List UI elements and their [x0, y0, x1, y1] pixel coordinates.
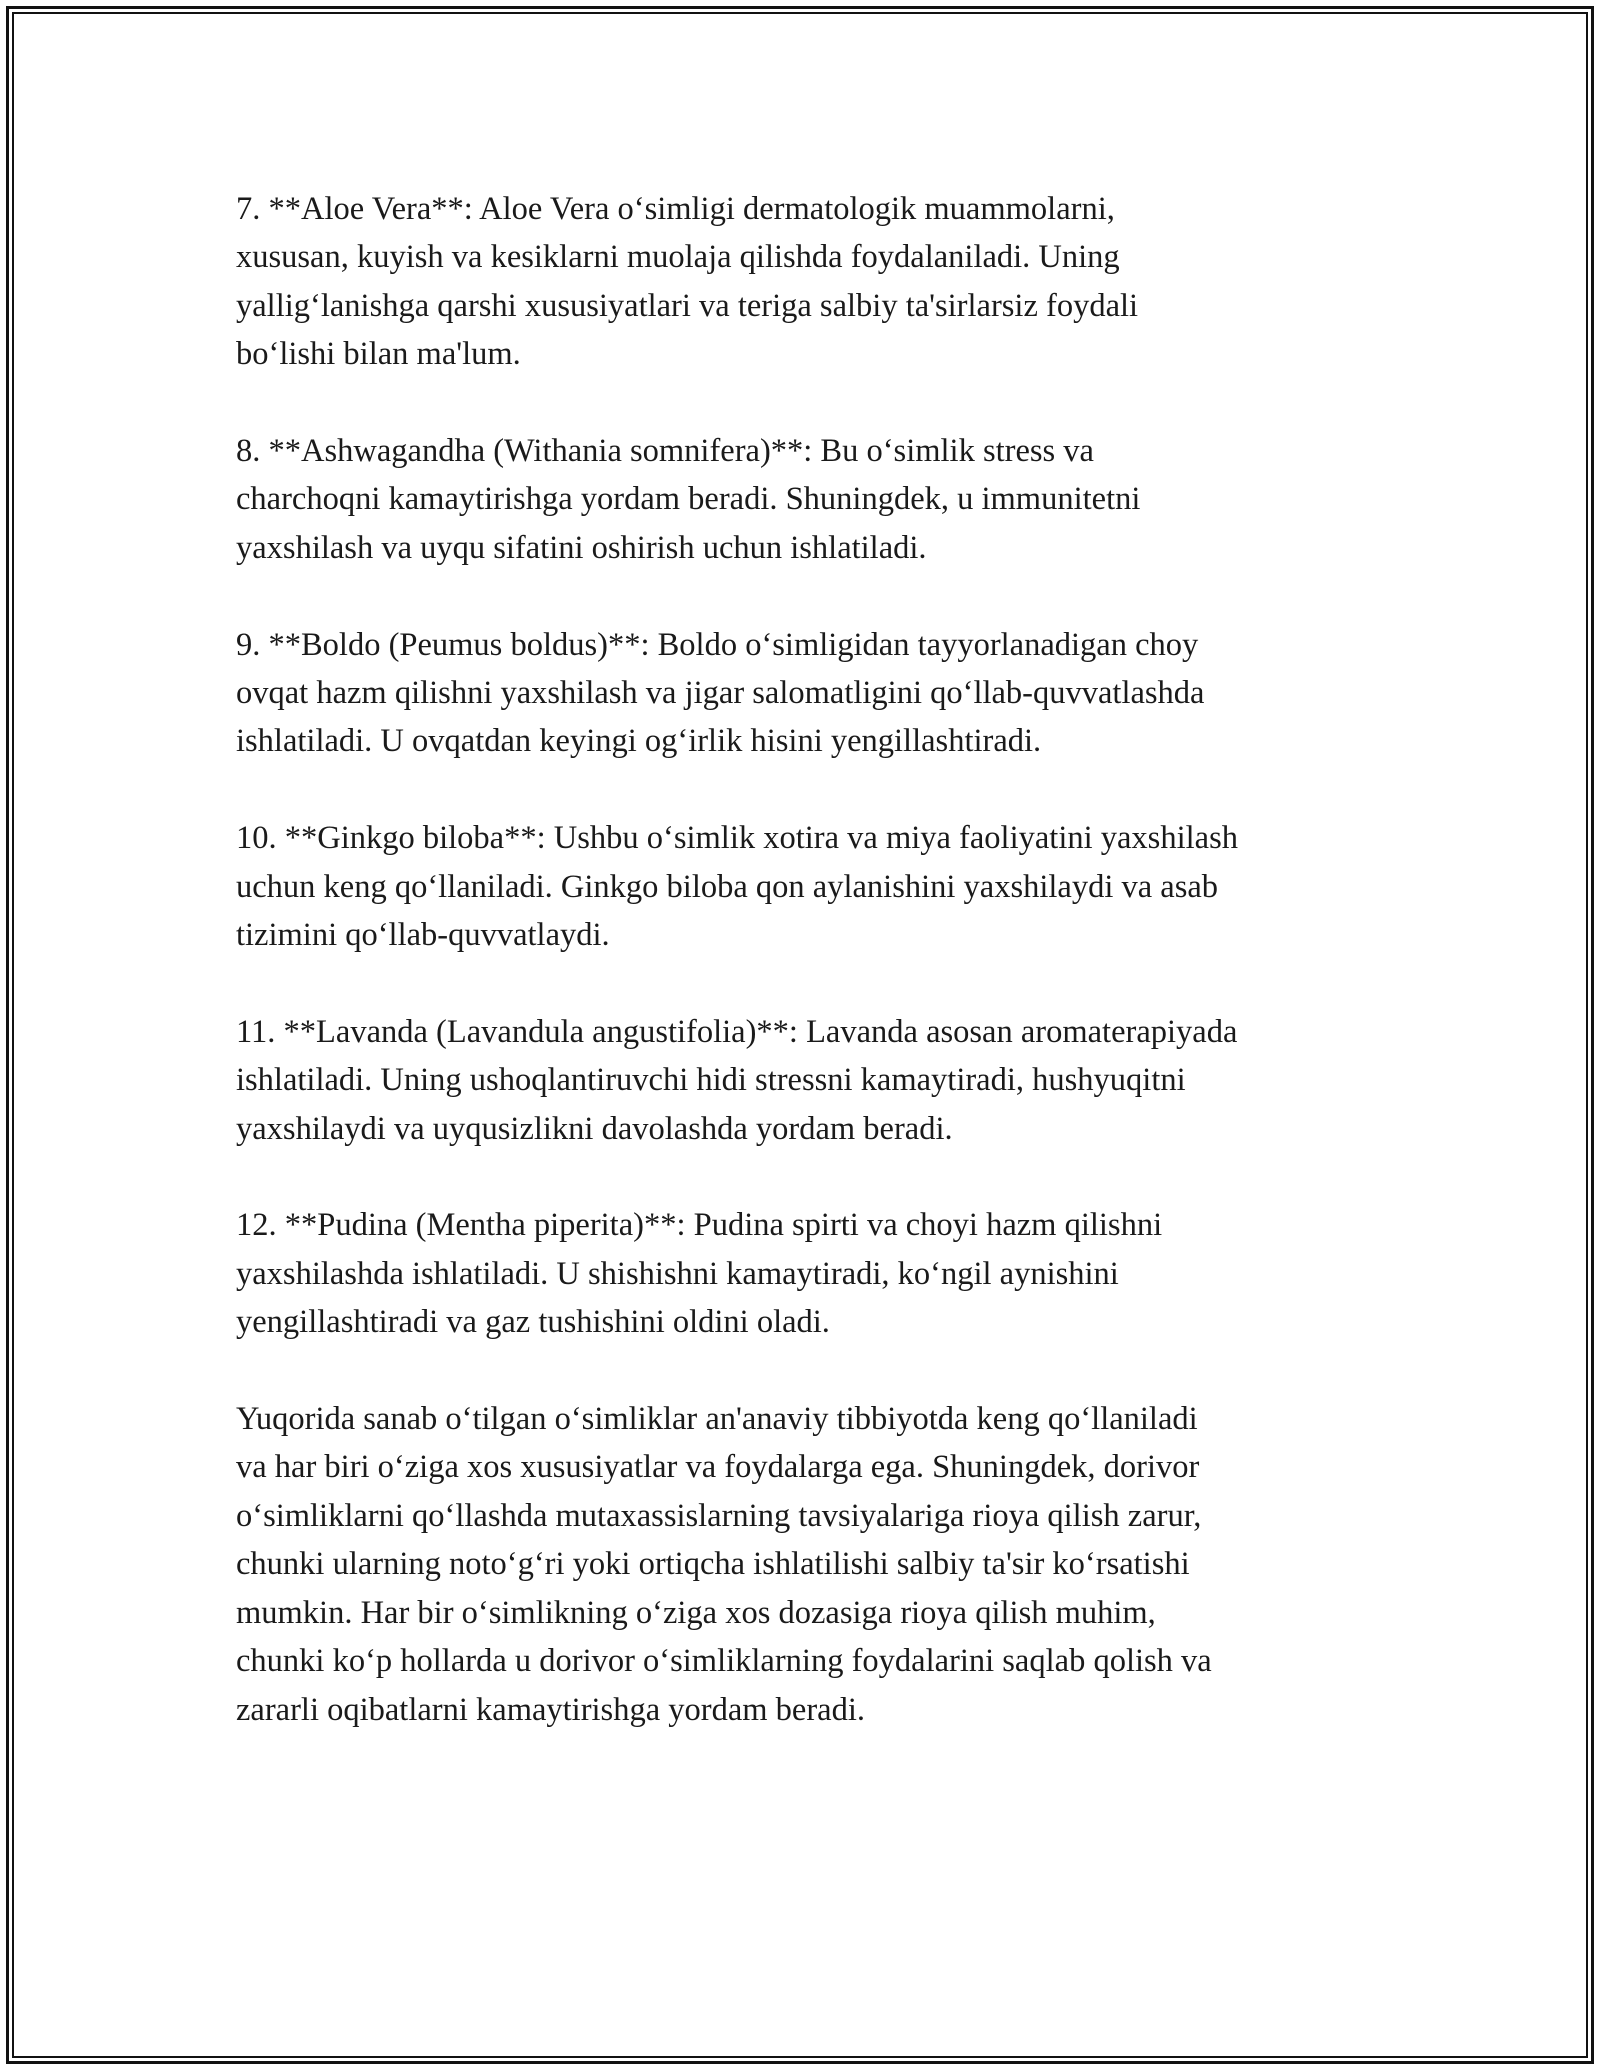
text-line: ovqat hazm qilishni yaxshilash va jigar salomatligini qo‘llab-quvvatlashda — [236, 675, 1205, 712]
text-line: 11. **Lavanda (Lavandula angustifolia)**: Lavanda asosan aromaterapiyada — [236, 1013, 1238, 1050]
text-line: 9. **Boldo (Peumus boldus)**: Boldo o‘simligidan tayyorlanadigan choy — [236, 626, 1199, 663]
text-line: 10. **Ginkgo biloba**: Ushbu o‘simlik xotira va miya faoliyatini yaxshilash — [236, 820, 1238, 857]
text-line: xususan, kuyish va kesiklarni muolaja qilishda foydalaniladi. Uning — [236, 239, 1120, 276]
text-line: 8. **Ashwagandha (Withania somnifera)**: Bu o‘simlik stress va — [236, 433, 1094, 470]
text-line: yaxshilash va uyqu sifatini oshirish uchun ishlatiladi. — [236, 529, 927, 566]
text-line: charchoqni kamaytirishga yordam beradi. Shuningdek, u immunitetni — [236, 481, 1141, 518]
text-line: chunki ularning noto‘g‘ri yoki ortiqcha ishlatilishi salbiy ta'sir ko‘rsatishi — [236, 1546, 1190, 1583]
paragraph-aloe-vera — [236, 185, 1386, 379]
document-body — [236, 185, 1386, 1782]
text-line: ishlatiladi. U ovqatdan keyingi og‘irlik hisini yengillashtiradi. — [236, 723, 1042, 760]
paragraph-lavanda — [236, 1008, 1386, 1153]
text-line: va har biri o‘ziga xos xususiyatlar va foydalarga ega. Shuningdek, dorivor — [236, 1449, 1200, 1486]
paragraph-ashwagandha — [236, 427, 1386, 572]
text-line: yengillashtiradi va gaz tushishini oldini oladi. — [236, 1304, 830, 1341]
text-line: bo‘lishi bilan ma'lum. — [236, 336, 521, 373]
text-line: yaxshilaydi va uyqusizlikni davolashda yordam beradi. — [236, 1110, 953, 1147]
text-line: tizimini qo‘llab-quvvatlaydi. — [236, 917, 610, 954]
paragraph-pudina — [236, 1201, 1386, 1346]
text-line: uchun keng qo‘llaniladi. Ginkgo biloba qon aylanishini yaxshilaydi va asab — [236, 868, 1219, 905]
text-line: ishlatiladi. Uning ushoqlantiruvchi hidi stressni kamaytiradi, hushyuqitni — [236, 1062, 1186, 1099]
paragraph-conclusion — [236, 1395, 1386, 1734]
text-line: mumkin. Har bir o‘simlikning o‘ziga xos dozasiga rioya qilish muhim, — [236, 1594, 1156, 1631]
text-line: zararli oqibatlarni kamaytirishga yordam beradi. — [236, 1691, 865, 1728]
text-line: yaxshilashda ishlatiladi. U shishishni kamaytiradi, ko‘ngil aynishini — [236, 1255, 1119, 1292]
text-line: o‘simliklarni qo‘llashda mutaxassislarning tavsiyalariga rioya qilish zarur, — [236, 1497, 1202, 1534]
text-line: chunki ko‘p hollarda u dorivor o‘simliklarning foydalarini saqlab qolish va — [236, 1643, 1212, 1680]
text-line: 12. **Pudina (Mentha piperita)**: Pudina spirti va choyi hazm qilishni — [236, 1207, 1163, 1244]
text-line: 7. **Aloe Vera**: Aloe Vera o‘simligi dermatologik muammolarni, — [236, 191, 1115, 227]
text-line: Yuqorida sanab o‘tilgan o‘simliklar an'anaviy tibbiyotda keng qo‘llaniladi — [236, 1401, 1198, 1438]
text-line: yallig‘lanishga qarshi xususiyatlari va teriga salbiy ta'sirlarsiz foydali — [236, 287, 1139, 324]
paragraph-boldo — [236, 621, 1386, 766]
paragraph-ginkgo-biloba — [236, 814, 1386, 959]
